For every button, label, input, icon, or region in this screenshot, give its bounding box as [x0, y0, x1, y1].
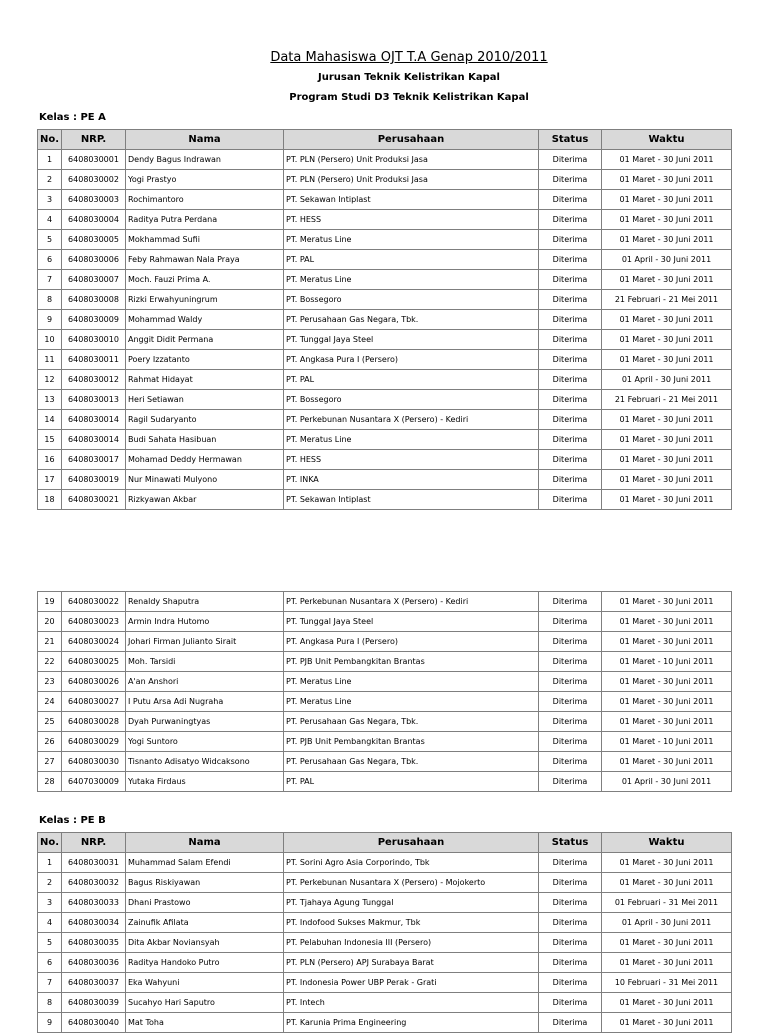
table-row [38, 772, 732, 792]
cell-perusahaan: PT. Tunggal Jaya Steel [284, 330, 539, 350]
cell-perusahaan: PT. PLN (Persero) APJ Surabaya Barat [284, 953, 539, 973]
cell-nrp: 6408030004 [62, 210, 126, 230]
table-row [38, 430, 732, 450]
cell-perusahaan: PT. Intech [284, 993, 539, 1013]
table-row [38, 973, 732, 993]
cell-nama: Rizki Erwahyuningrum [126, 290, 284, 310]
cell-nama: Heri Setiawan [126, 390, 284, 410]
cell-perusahaan: PT. Meratus Line [284, 692, 539, 712]
cell-nama: Bagus Riskiyawan [126, 873, 284, 893]
cell-status: Diterima [539, 250, 602, 270]
cell-waktu: 01 Maret - 30 Juni 2011 [602, 330, 732, 350]
cell-perusahaan: PT. PLN (Persero) Unit Produksi Jasa [284, 150, 539, 170]
cell-nrp: 6408030002 [62, 170, 126, 190]
cell-perusahaan: PT. Angkasa Pura I (Persero) [284, 632, 539, 652]
table-row [38, 853, 732, 873]
table-header-row [38, 833, 732, 853]
cell-waktu: 01 Maret - 30 Juni 2011 [602, 632, 732, 652]
cell-perusahaan: PT. Bossegoro [284, 390, 539, 410]
cell-status: Diterima [539, 732, 602, 752]
column-header-perusahaan: Perusahaan [284, 833, 539, 853]
cell-status: Diterima [539, 330, 602, 350]
cell-no: 1 [38, 150, 62, 170]
table-row [38, 470, 732, 490]
cell-waktu: 01 Maret - 30 Juni 2011 [602, 410, 732, 430]
table-row [38, 893, 732, 913]
cell-nama: A'an Anshori [126, 672, 284, 692]
cell-nama: Dhani Prastowo [126, 893, 284, 913]
cell-no: 4 [38, 210, 62, 230]
cell-status: Diterima [539, 390, 602, 410]
cell-no: 17 [38, 470, 62, 490]
cell-status: Diterima [539, 672, 602, 692]
cell-nrp: 6408030008 [62, 290, 126, 310]
cell-waktu: 01 Maret - 30 Juni 2011 [602, 712, 732, 732]
cell-perusahaan: PT. Meratus Line [284, 672, 539, 692]
cell-status: Diterima [539, 913, 602, 933]
cell-nrp: 6408030003 [62, 190, 126, 210]
cell-nrp: 6408030037 [62, 973, 126, 993]
cell-nama: Mat Toha [126, 1013, 284, 1033]
column-header-status: Status [539, 130, 602, 150]
cell-status: Diterima [539, 893, 602, 913]
cell-no: 18 [38, 490, 62, 510]
cell-perusahaan: PT. Perusahaan Gas Negara, Tbk. [284, 310, 539, 330]
kelas-a-table-continued [37, 591, 732, 792]
cell-nrp: 6408030014 [62, 410, 126, 430]
cell-nama: Feby Rahmawan Nala Praya [126, 250, 284, 270]
cell-no: 14 [38, 410, 62, 430]
column-header-status: Status [539, 833, 602, 853]
cell-waktu: 01 Maret - 30 Juni 2011 [602, 310, 732, 330]
cell-no: 2 [38, 873, 62, 893]
cell-waktu: 01 Maret - 30 Juni 2011 [602, 672, 732, 692]
cell-nrp: 6408030032 [62, 873, 126, 893]
cell-status: Diterima [539, 430, 602, 450]
cell-no: 10 [38, 330, 62, 350]
cell-perusahaan: PT. Meratus Line [284, 430, 539, 450]
cell-nrp: 6408030019 [62, 470, 126, 490]
cell-waktu: 01 April - 30 Juni 2011 [602, 250, 732, 270]
cell-waktu: 01 Maret - 10 Juni 2011 [602, 732, 732, 752]
cell-nrp: 6408030009 [62, 310, 126, 330]
cell-no: 3 [38, 893, 62, 913]
cell-no: 21 [38, 632, 62, 652]
cell-nama: Raditya Putra Perdana [126, 210, 284, 230]
cell-perusahaan: PT. PJB Unit Pembangkitan Brantas [284, 652, 539, 672]
cell-nrp: 6408030035 [62, 933, 126, 953]
table-row [38, 330, 732, 350]
table-row [38, 190, 732, 210]
column-header-no: No. [38, 833, 62, 853]
cell-no: 20 [38, 612, 62, 632]
cell-waktu: 01 Maret - 30 Juni 2011 [602, 170, 732, 190]
cell-nrp: 6408030021 [62, 490, 126, 510]
cell-nama: Moch. Fauzi Prima A. [126, 270, 284, 290]
column-header-nrp: NRP. [62, 833, 126, 853]
table-row [38, 350, 732, 370]
cell-no: 12 [38, 370, 62, 390]
cell-status: Diterima [539, 470, 602, 490]
cell-nrp: 6408030001 [62, 150, 126, 170]
cell-nrp: 6408030040 [62, 1013, 126, 1033]
cell-no: 9 [38, 310, 62, 330]
table-row [38, 592, 732, 612]
cell-no: 5 [38, 933, 62, 953]
kelas-a-label: Kelas : PE A [39, 112, 106, 123]
cell-nrp: 6408030014 [62, 430, 126, 450]
cell-status: Diterima [539, 230, 602, 250]
cell-perusahaan: PT. Perusahaan Gas Negara, Tbk. [284, 752, 539, 772]
kelas-a-table [37, 129, 732, 510]
cell-status: Diterima [539, 350, 602, 370]
cell-nrp: 6408030022 [62, 592, 126, 612]
cell-waktu: 01 April - 30 Juni 2011 [602, 370, 732, 390]
cell-status: Diterima [539, 450, 602, 470]
cell-no: 28 [38, 772, 62, 792]
cell-no: 19 [38, 592, 62, 612]
cell-status: Diterima [539, 953, 602, 973]
cell-nrp: 6408030006 [62, 250, 126, 270]
cell-perusahaan: PT. Meratus Line [284, 230, 539, 250]
column-header-waktu: Waktu [602, 833, 732, 853]
cell-perusahaan: PT. PAL [284, 370, 539, 390]
column-header-nrp: NRP. [62, 130, 126, 150]
cell-no: 5 [38, 230, 62, 250]
cell-perusahaan: PT. Sorini Agro Asia Corporindo, Tbk [284, 853, 539, 873]
cell-waktu: 01 Maret - 30 Juni 2011 [602, 490, 732, 510]
cell-status: Diterima [539, 410, 602, 430]
kelas-b-table [37, 832, 732, 1033]
cell-no: 4 [38, 913, 62, 933]
cell-waktu: 01 Maret - 30 Juni 2011 [602, 470, 732, 490]
cell-perusahaan: PT. PLN (Persero) Unit Produksi Jasa [284, 170, 539, 190]
cell-nrp: 6408030010 [62, 330, 126, 350]
cell-status: Diterima [539, 612, 602, 632]
column-header-waktu: Waktu [602, 130, 732, 150]
cell-waktu: 01 Maret - 30 Juni 2011 [602, 592, 732, 612]
column-header-nama: Nama [126, 833, 284, 853]
table-row [38, 270, 732, 290]
cell-nama: Zainufik Afilata [126, 913, 284, 933]
cell-no: 27 [38, 752, 62, 772]
cell-status: Diterima [539, 692, 602, 712]
cell-perusahaan: PT. Bossegoro [284, 290, 539, 310]
cell-waktu: 01 Maret - 30 Juni 2011 [602, 612, 732, 632]
column-header-no: No. [38, 130, 62, 150]
cell-waktu: 01 Maret - 30 Juni 2011 [602, 853, 732, 873]
cell-nrp: 6408030030 [62, 752, 126, 772]
cell-no: 16 [38, 450, 62, 470]
cell-perusahaan: PT. Indonesia Power UBP Perak - Grati [284, 973, 539, 993]
cell-nrp: 6408030024 [62, 632, 126, 652]
cell-no: 7 [38, 270, 62, 290]
cell-nama: Mokhammad Sufii [126, 230, 284, 250]
cell-status: Diterima [539, 150, 602, 170]
cell-waktu: 01 Maret - 30 Juni 2011 [602, 210, 732, 230]
cell-perusahaan: PT. Tjahaya Agung Tunggal [284, 893, 539, 913]
cell-no: 23 [38, 672, 62, 692]
cell-no: 8 [38, 993, 62, 1013]
cell-nama: Renaldy Shaputra [126, 592, 284, 612]
cell-status: Diterima [539, 712, 602, 732]
cell-no: 2 [38, 170, 62, 190]
cell-status: Diterima [539, 592, 602, 612]
cell-nama: Ragil Sudaryanto [126, 410, 284, 430]
cell-perusahaan: PT. HESS [284, 210, 539, 230]
table-row [38, 370, 732, 390]
table-row [38, 913, 732, 933]
cell-status: Diterima [539, 190, 602, 210]
cell-waktu: 01 Februari - 31 Mei 2011 [602, 893, 732, 913]
cell-waktu: 21 Februari - 21 Mei 2011 [602, 290, 732, 310]
cell-waktu: 01 April - 30 Juni 2011 [602, 772, 732, 792]
cell-nrp: 6408030029 [62, 732, 126, 752]
cell-no: 25 [38, 712, 62, 732]
cell-perusahaan: PT. Karunia Prima Engineering [284, 1013, 539, 1033]
table-row [38, 450, 732, 470]
cell-perusahaan: PT. Pelabuhan Indonesia III (Persero) [284, 933, 539, 953]
cell-perusahaan: PT. HESS [284, 450, 539, 470]
document-subtitle-jurusan: Jurusan Teknik Kelistrikan Kapal [318, 72, 500, 83]
cell-waktu: 01 Maret - 30 Juni 2011 [602, 953, 732, 973]
table-row [38, 410, 732, 430]
cell-waktu: 01 Maret - 30 Juni 2011 [602, 1013, 732, 1033]
cell-nrp: 6408030026 [62, 672, 126, 692]
cell-status: Diterima [539, 490, 602, 510]
cell-waktu: 01 Maret - 30 Juni 2011 [602, 933, 732, 953]
cell-nama: Dita Akbar Noviansyah [126, 933, 284, 953]
cell-no: 6 [38, 250, 62, 270]
cell-nama: Armin Indra Hutomo [126, 612, 284, 632]
table-row [38, 170, 732, 190]
cell-perusahaan: PT. Angkasa Pura I (Persero) [284, 350, 539, 370]
cell-nrp: 6408030007 [62, 270, 126, 290]
table-row [38, 250, 732, 270]
cell-status: Diterima [539, 290, 602, 310]
cell-waktu: 01 Maret - 30 Juni 2011 [602, 270, 732, 290]
table-row [38, 692, 732, 712]
cell-no: 1 [38, 853, 62, 873]
cell-perusahaan: PT. Indofood Sukses Makmur, Tbk [284, 913, 539, 933]
cell-nama: Nur Minawati Mulyono [126, 470, 284, 490]
cell-perusahaan: PT. PAL [284, 250, 539, 270]
cell-nrp: 6408030023 [62, 612, 126, 632]
cell-no: 11 [38, 350, 62, 370]
table-row [38, 652, 732, 672]
cell-waktu: 01 Maret - 30 Juni 2011 [602, 873, 732, 893]
cell-no: 6 [38, 953, 62, 973]
cell-nama: Yogi Suntoro [126, 732, 284, 752]
cell-waktu: 01 Maret - 30 Juni 2011 [602, 150, 732, 170]
table-row [38, 210, 732, 230]
table-row [38, 310, 732, 330]
cell-no: 9 [38, 1013, 62, 1033]
cell-waktu: 01 Maret - 30 Juni 2011 [602, 190, 732, 210]
kelas-b-label: Kelas : PE B [39, 815, 106, 826]
cell-perusahaan: PT. PAL [284, 772, 539, 792]
cell-waktu: 21 Februari - 21 Mei 2011 [602, 390, 732, 410]
cell-no: 22 [38, 652, 62, 672]
cell-nama: I Putu Arsa Adi Nugraha [126, 692, 284, 712]
cell-perusahaan: PT. INKA [284, 470, 539, 490]
cell-no: 24 [38, 692, 62, 712]
table-row [38, 752, 732, 772]
cell-status: Diterima [539, 993, 602, 1013]
cell-waktu: 10 Februari - 31 Mei 2011 [602, 973, 732, 993]
cell-status: Diterima [539, 973, 602, 993]
table-row [38, 150, 732, 170]
cell-nama: Dyah Purwaningtyas [126, 712, 284, 732]
cell-nrp: 6408030034 [62, 913, 126, 933]
cell-status: Diterima [539, 170, 602, 190]
cell-nama: Moh. Tarsidi [126, 652, 284, 672]
cell-status: Diterima [539, 210, 602, 230]
cell-nama: Rizkyawan Akbar [126, 490, 284, 510]
cell-nrp: 6408030025 [62, 652, 126, 672]
table-row [38, 612, 732, 632]
cell-nama: Yutaka Firdaus [126, 772, 284, 792]
cell-nama: Eka Wahyuni [126, 973, 284, 993]
cell-nama: Anggit Didit Permana [126, 330, 284, 350]
cell-perusahaan: PT. Perkebunan Nusantara X (Persero) - Kediri [284, 592, 539, 612]
table-row [38, 490, 732, 510]
cell-status: Diterima [539, 632, 602, 652]
cell-status: Diterima [539, 873, 602, 893]
cell-nrp: 6407030009 [62, 772, 126, 792]
table-row [38, 953, 732, 973]
cell-status: Diterima [539, 853, 602, 873]
cell-nama: Rochimantoro [126, 190, 284, 210]
cell-status: Diterima [539, 270, 602, 290]
cell-nrp: 6408030031 [62, 853, 126, 873]
table-row [38, 993, 732, 1013]
cell-nama: Mohammad Waldy [126, 310, 284, 330]
cell-perusahaan: PT. Perkebunan Nusantara X (Persero) - Kediri [284, 410, 539, 430]
cell-no: 13 [38, 390, 62, 410]
cell-status: Diterima [539, 310, 602, 330]
cell-waktu: 01 Maret - 30 Juni 2011 [602, 350, 732, 370]
cell-waktu: 01 Maret - 30 Juni 2011 [602, 752, 732, 772]
table-row [38, 873, 732, 893]
table-row [38, 230, 732, 250]
cell-nama: Yogi Prastyo [126, 170, 284, 190]
table-row [38, 390, 732, 410]
table-row [38, 290, 732, 310]
cell-waktu: 01 April - 30 Juni 2011 [602, 913, 732, 933]
cell-status: Diterima [539, 933, 602, 953]
cell-nrp: 6408030039 [62, 993, 126, 1013]
table-row [38, 732, 732, 752]
cell-nama: Sucahyo Hari Saputro [126, 993, 284, 1013]
table-header-row [38, 130, 732, 150]
cell-nama: Muhammad Salam Efendi [126, 853, 284, 873]
cell-no: 15 [38, 430, 62, 450]
cell-no: 7 [38, 973, 62, 993]
cell-nrp: 6408030012 [62, 370, 126, 390]
cell-perusahaan: PT. Sekawan Intiplast [284, 190, 539, 210]
cell-no: 3 [38, 190, 62, 210]
cell-nama: Budi Sahata Hasibuan [126, 430, 284, 450]
cell-waktu: 01 Maret - 30 Juni 2011 [602, 230, 732, 250]
table-row [38, 632, 732, 652]
document-subtitle-prodi: Program Studi D3 Teknik Kelistrikan Kapal [289, 92, 529, 103]
cell-nama: Dendy Bagus Indrawan [126, 150, 284, 170]
column-header-nama: Nama [126, 130, 284, 150]
cell-nrp: 6408030013 [62, 390, 126, 410]
cell-perusahaan: PT. Perkebunan Nusantara X (Persero) - Mojokerto [284, 873, 539, 893]
cell-status: Diterima [539, 370, 602, 390]
cell-perusahaan: PT. Meratus Line [284, 270, 539, 290]
cell-no: 8 [38, 290, 62, 310]
cell-waktu: 01 Maret - 30 Juni 2011 [602, 450, 732, 470]
cell-perusahaan: PT. Perusahaan Gas Negara, Tbk. [284, 712, 539, 732]
cell-status: Diterima [539, 1013, 602, 1033]
cell-nrp: 6408030036 [62, 953, 126, 973]
cell-perusahaan: PT. Sekawan Intiplast [284, 490, 539, 510]
cell-nama: Mohamad Deddy Hermawan [126, 450, 284, 470]
table-row [38, 712, 732, 732]
cell-nrp: 6408030011 [62, 350, 126, 370]
document-title: Data Mahasiswa OJT T.A Genap 2010/2011 [270, 50, 548, 65]
cell-waktu: 01 Maret - 30 Juni 2011 [602, 692, 732, 712]
table-row [38, 672, 732, 692]
cell-nrp: 6408030017 [62, 450, 126, 470]
cell-status: Diterima [539, 652, 602, 672]
column-header-perusahaan: Perusahaan [284, 130, 539, 150]
cell-waktu: 01 Maret - 30 Juni 2011 [602, 993, 732, 1013]
cell-nrp: 6408030005 [62, 230, 126, 250]
cell-nama: Rahmat Hidayat [126, 370, 284, 390]
cell-nrp: 6408030033 [62, 893, 126, 913]
cell-waktu: 01 Maret - 10 Juni 2011 [602, 652, 732, 672]
cell-perusahaan: PT. PJB Unit Pembangkitan Brantas [284, 732, 539, 752]
table-row [38, 933, 732, 953]
table-row [38, 1013, 732, 1033]
cell-nama: Johari Firman Julianto Sirait [126, 632, 284, 652]
cell-nama: Poery Izzatanto [126, 350, 284, 370]
cell-perusahaan: PT. Tunggal Jaya Steel [284, 612, 539, 632]
cell-status: Diterima [539, 772, 602, 792]
cell-no: 26 [38, 732, 62, 752]
cell-nama: Tisnanto Adisatyo Widcaksono [126, 752, 284, 772]
cell-status: Diterima [539, 752, 602, 772]
cell-nrp: 6408030028 [62, 712, 126, 732]
cell-nrp: 6408030027 [62, 692, 126, 712]
cell-nama: Raditya Handoko Putro [126, 953, 284, 973]
cell-waktu: 01 Maret - 30 Juni 2011 [602, 430, 732, 450]
